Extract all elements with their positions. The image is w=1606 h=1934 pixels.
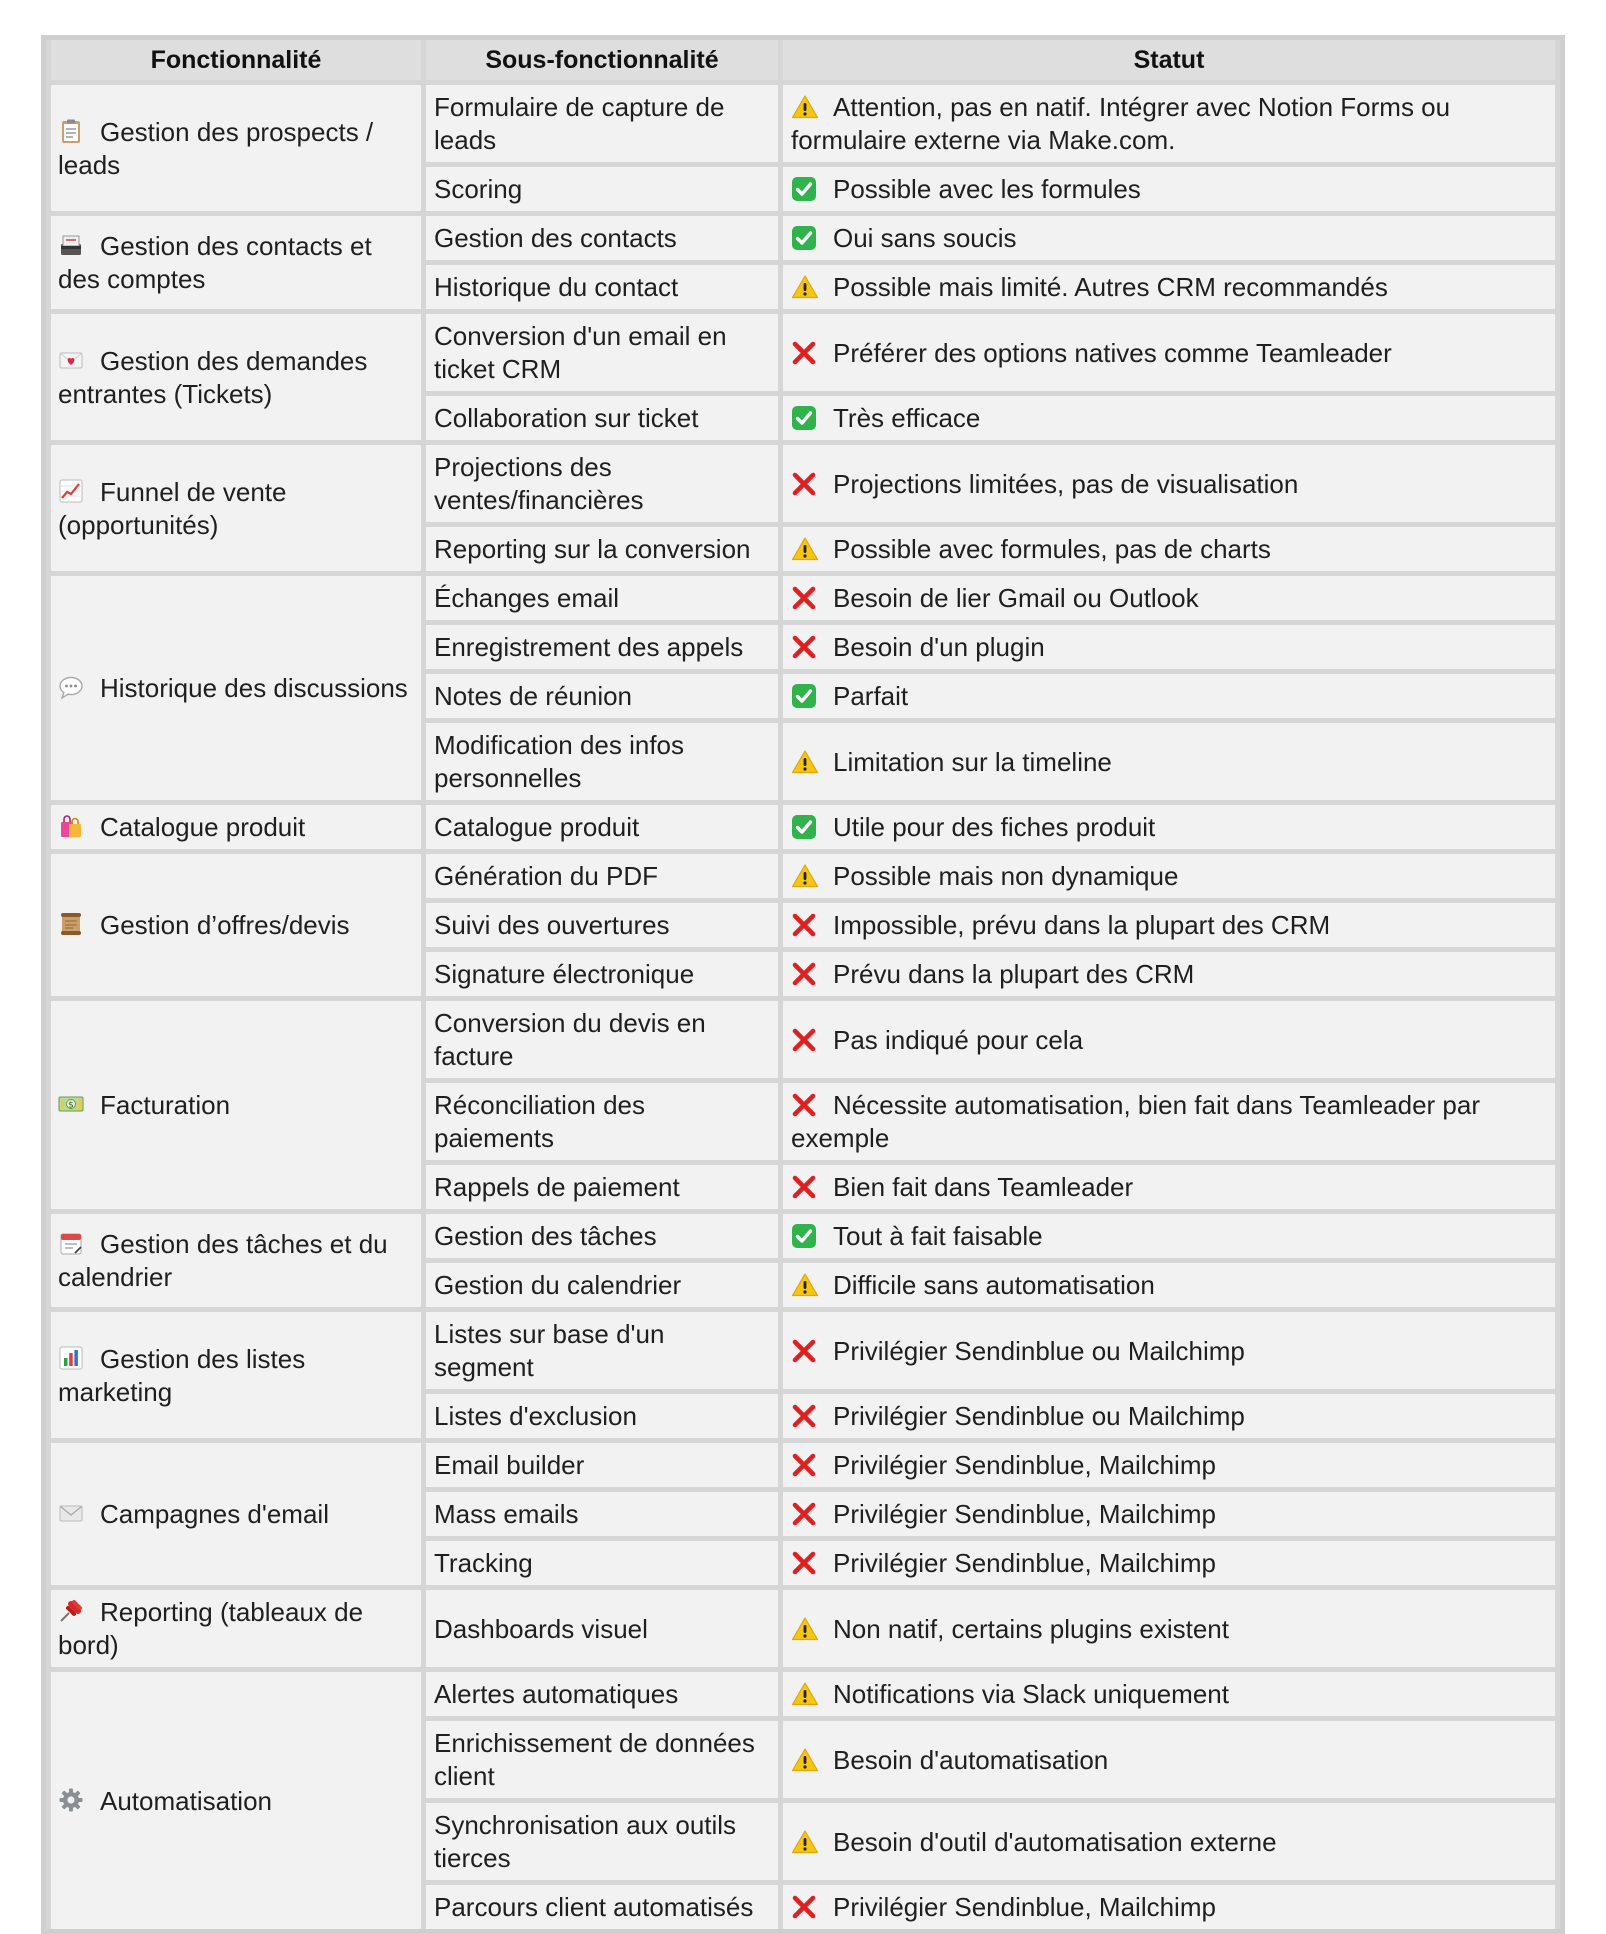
status-text: Prévu dans la plupart des CRM: [833, 959, 1195, 989]
table-row: [51, 216, 1555, 260]
table-row: [51, 576, 1555, 620]
status-text: Privilégier Sendinblue ou Mailchimp: [833, 1335, 1245, 1366]
feature-category-cell: [51, 1443, 421, 1585]
check-mark-icon: [791, 405, 821, 431]
warning-icon: [791, 1272, 821, 1298]
status-cell: [783, 396, 1555, 440]
cross-mark-icon: [791, 1027, 821, 1053]
cross-mark-icon: [791, 340, 821, 366]
status-text: Besoin d'automatisation: [833, 1744, 1109, 1775]
cross-mark-icon: [791, 1452, 821, 1478]
status-cell: [783, 527, 1555, 571]
sub-feature-cell: Parcours client automatisés: [426, 1885, 778, 1929]
table-row: [51, 314, 1555, 391]
feature-category-cell: [51, 1590, 421, 1667]
status-cell: [783, 1492, 1555, 1536]
feature-category-cell: [51, 1214, 421, 1307]
status-text: Impossible, prévu dans la plupart des CRM: [833, 910, 1331, 940]
cross-mark-icon: [791, 1174, 821, 1200]
status-cell: [783, 1803, 1555, 1880]
feature-category-label: Gestion des tâches et du calendrier: [58, 1229, 388, 1292]
sub-feature-cell: Listes sur base d'un segment: [426, 1312, 778, 1389]
status-cell: [783, 167, 1555, 211]
status-cell: [783, 1263, 1555, 1307]
status-text: Bien fait dans Teamleader: [833, 1172, 1134, 1202]
status-cell: [783, 445, 1555, 522]
warning-icon: [791, 1829, 821, 1855]
warning-icon: [791, 274, 821, 300]
speech-bubble-icon: [58, 674, 88, 700]
status-text: Attention, pas en natif. Intégrer avec Notion Forms ou formulaire externe via Make.com.: [791, 92, 1451, 155]
feature-category-label: Reporting (tableaux de bord): [58, 1597, 364, 1660]
header-row: [51, 40, 1555, 80]
warning-icon: [791, 749, 821, 775]
feature-category-label: Gestion d’offres/devis: [100, 910, 350, 940]
sub-feature-cell: Gestion du calendrier: [426, 1263, 778, 1307]
warning-icon: [791, 94, 821, 120]
feature-category-label: Gestion des contacts et des comptes: [58, 231, 372, 294]
table-row: [51, 85, 1555, 162]
status-cell: [783, 576, 1555, 620]
status-cell: [783, 1001, 1555, 1078]
sub-feature-cell: Alertes automatiques: [426, 1672, 778, 1716]
bar-chart-icon: [58, 1345, 88, 1371]
cross-mark-icon: [791, 1403, 821, 1429]
status-cell: [783, 674, 1555, 718]
check-mark-icon: [791, 225, 821, 251]
feature-category-label: Funnel de vente (opportunités): [58, 476, 287, 540]
cross-mark-icon: [791, 634, 821, 660]
table-row: [51, 445, 1555, 522]
feature-category-cell: [51, 1312, 421, 1438]
feature-category-cell: [51, 445, 421, 571]
warning-icon: [791, 1747, 821, 1773]
cross-mark-icon: [791, 1092, 821, 1118]
status-text: Très efficace: [833, 403, 981, 433]
table-row: [51, 1214, 1555, 1258]
sub-feature-cell: Rappels de paiement: [426, 1165, 778, 1209]
check-mark-icon: [791, 683, 821, 709]
status-text: Notifications via Slack uniquement: [833, 1679, 1229, 1709]
feature-category-cell: [51, 1001, 421, 1209]
status-text: Privilégier Sendinblue, Mailchimp: [833, 1450, 1216, 1480]
warning-icon: [791, 1681, 821, 1707]
svg-text:$: $: [68, 1100, 74, 1111]
header-fonctionnalite: Fonctionnalité: [51, 40, 421, 80]
table-row: [51, 1001, 1555, 1078]
feature-category-label: Automatisation: [100, 1785, 272, 1816]
status-text: Difficile sans automatisation: [833, 1270, 1155, 1300]
envelope-icon: [58, 1500, 88, 1526]
sub-feature-cell: Enrichissement de données client: [426, 1721, 778, 1798]
sub-feature-cell: Notes de réunion: [426, 674, 778, 718]
status-cell: [783, 1590, 1555, 1667]
sub-feature-cell: Gestion des contacts: [426, 216, 778, 260]
table-row: [51, 854, 1555, 898]
sub-feature-cell: Email builder: [426, 1443, 778, 1487]
status-cell: [783, 854, 1555, 898]
status-cell: [783, 314, 1555, 391]
cross-mark-icon: [791, 912, 821, 938]
cross-mark-icon: [791, 1338, 821, 1364]
sub-feature-cell: Suivi des ouvertures: [426, 903, 778, 947]
sub-feature-cell: Réconciliation des paiements: [426, 1083, 778, 1160]
status-cell: [783, 1885, 1555, 1929]
status-cell: [783, 85, 1555, 162]
table: [46, 35, 1560, 1934]
sub-feature-cell: Tracking: [426, 1541, 778, 1585]
sub-feature-cell: Synchronisation aux outils tierces: [426, 1803, 778, 1880]
status-text: Privilégier Sendinblue ou Mailchimp: [833, 1401, 1245, 1431]
header-sous-fonctionnalite: Sous-fonctionnalité: [426, 40, 778, 80]
status-text: Limitation sur la timeline: [833, 746, 1112, 777]
status-text: Nécessite automatisation, bien fait dans Teamleader par exemple: [791, 1090, 1481, 1153]
cross-mark-icon: [791, 1550, 821, 1576]
status-text: Utile pour des fiches produit: [833, 812, 1156, 842]
status-cell: [783, 1541, 1555, 1585]
sub-feature-cell: Échanges email: [426, 576, 778, 620]
status-cell: [783, 805, 1555, 849]
feature-category-cell: [51, 576, 421, 800]
sub-feature-cell: Signature électronique: [426, 952, 778, 996]
gear-icon: [58, 1787, 88, 1813]
sub-feature-cell: Catalogue produit: [426, 805, 778, 849]
status-cell: [783, 216, 1555, 260]
feature-category-label: Catalogue produit: [100, 812, 306, 842]
feature-category-label: Gestion des demandes entrantes (Tickets): [58, 345, 368, 409]
feature-category-label: Campagnes d'email: [100, 1499, 329, 1529]
status-cell: [783, 625, 1555, 669]
table-row: [51, 1590, 1555, 1667]
status-cell: [783, 723, 1555, 800]
status-cell: [783, 903, 1555, 947]
status-text: Possible avec formules, pas de charts: [833, 534, 1271, 564]
status-text: Besoin d'outil d'automatisation externe: [833, 1826, 1277, 1857]
sub-feature-cell: Reporting sur la conversion: [426, 527, 778, 571]
table-body: [51, 85, 1555, 1929]
calendar-icon: [58, 1230, 88, 1256]
status-text: Besoin d'un plugin: [833, 632, 1045, 662]
sub-feature-cell: Collaboration sur ticket: [426, 396, 778, 440]
status-text: Préférer des options natives comme Teamleader: [833, 337, 1392, 368]
feature-category-label: Gestion des prospects / leads: [58, 116, 374, 180]
status-cell: [783, 1394, 1555, 1438]
feature-category-label: Gestion des listes marketing: [58, 1343, 306, 1407]
status-text: Privilégier Sendinblue, Mailchimp: [833, 1548, 1216, 1578]
status-text: Tout à fait faisable: [833, 1221, 1043, 1251]
warning-icon: [791, 863, 821, 889]
cross-mark-icon: [791, 471, 821, 497]
status-text: Non natif, certains plugins existent: [833, 1613, 1229, 1644]
scroll-icon: [58, 911, 88, 937]
card-file-icon: [58, 232, 88, 258]
status-cell: [783, 1214, 1555, 1258]
status-text: Oui sans soucis: [833, 223, 1017, 253]
sub-feature-cell: Formulaire de capture de leads: [426, 85, 778, 162]
warning-icon: [791, 1616, 821, 1642]
status-cell: [783, 952, 1555, 996]
status-text: Parfait: [833, 681, 909, 711]
status-text: Privilégier Sendinblue, Mailchimp: [833, 1892, 1216, 1922]
sub-feature-cell: Modification des infos personnelles: [426, 723, 778, 800]
warning-icon: [791, 536, 821, 562]
check-mark-icon: [791, 1223, 821, 1249]
cross-mark-icon: [791, 961, 821, 987]
table-row: [51, 805, 1555, 849]
status-cell: [783, 265, 1555, 309]
cross-mark-icon: [791, 585, 821, 611]
cross-mark-icon: [791, 1894, 821, 1920]
status-cell: [783, 1165, 1555, 1209]
status-text: Privilégier Sendinblue, Mailchimp: [833, 1499, 1216, 1529]
status-text: Pas indiqué pour cela: [833, 1024, 1084, 1055]
love-letter-icon: [58, 347, 88, 373]
shopping-bags-icon: [58, 813, 88, 839]
feature-category-cell: [51, 805, 421, 849]
status-text: Projections limitées, pas de visualisation: [833, 468, 1299, 499]
feature-category-cell: [51, 854, 421, 996]
status-text: Possible avec les formules: [833, 174, 1141, 204]
check-mark-icon: [791, 814, 821, 840]
feature-category-cell: [51, 1672, 421, 1929]
sub-feature-cell: Conversion d'un email en ticket CRM: [426, 314, 778, 391]
status-cell: [783, 1443, 1555, 1487]
feature-comparison-table: [41, 35, 1565, 1934]
sub-feature-cell: Enregistrement des appels: [426, 625, 778, 669]
status-text: Possible mais non dynamique: [833, 861, 1179, 891]
feature-category-cell: [51, 85, 421, 211]
status-text: Possible mais limité. Autres CRM recommandés: [833, 272, 1388, 302]
sub-feature-cell: Génération du PDF: [426, 854, 778, 898]
table-row: [51, 1312, 1555, 1389]
feature-category-label: Facturation: [100, 1090, 231, 1120]
chart-increasing-icon: [58, 478, 88, 504]
feature-category-cell: [51, 314, 421, 440]
sub-feature-cell: Listes d'exclusion: [426, 1394, 778, 1438]
sub-feature-cell: Dashboards visuel: [426, 1590, 778, 1667]
sub-feature-cell: Gestion des tâches: [426, 1214, 778, 1258]
dollar-banknote-icon: [58, 1091, 88, 1117]
pushpin-icon: [58, 1598, 88, 1624]
check-mark-icon: [791, 176, 821, 202]
feature-category-label: Historique des discussions: [100, 673, 408, 703]
feature-category-cell: [51, 216, 421, 309]
sub-feature-cell: Scoring: [426, 167, 778, 211]
sub-feature-cell: Historique du contact: [426, 265, 778, 309]
status-cell: [783, 1721, 1555, 1798]
table-row: [51, 1443, 1555, 1487]
clipboard-icon: [58, 118, 88, 144]
sub-feature-cell: Mass emails: [426, 1492, 778, 1536]
table-row: [51, 1672, 1555, 1716]
status-cell: [783, 1672, 1555, 1716]
cross-mark-icon: [791, 1501, 821, 1527]
sub-feature-cell: Conversion du devis en facture: [426, 1001, 778, 1078]
status-text: Besoin de lier Gmail ou Outlook: [833, 583, 1199, 613]
status-cell: [783, 1312, 1555, 1389]
sub-feature-cell: Projections des ventes/financières: [426, 445, 778, 522]
status-cell: [783, 1083, 1555, 1160]
header-statut: Statut: [783, 40, 1555, 80]
